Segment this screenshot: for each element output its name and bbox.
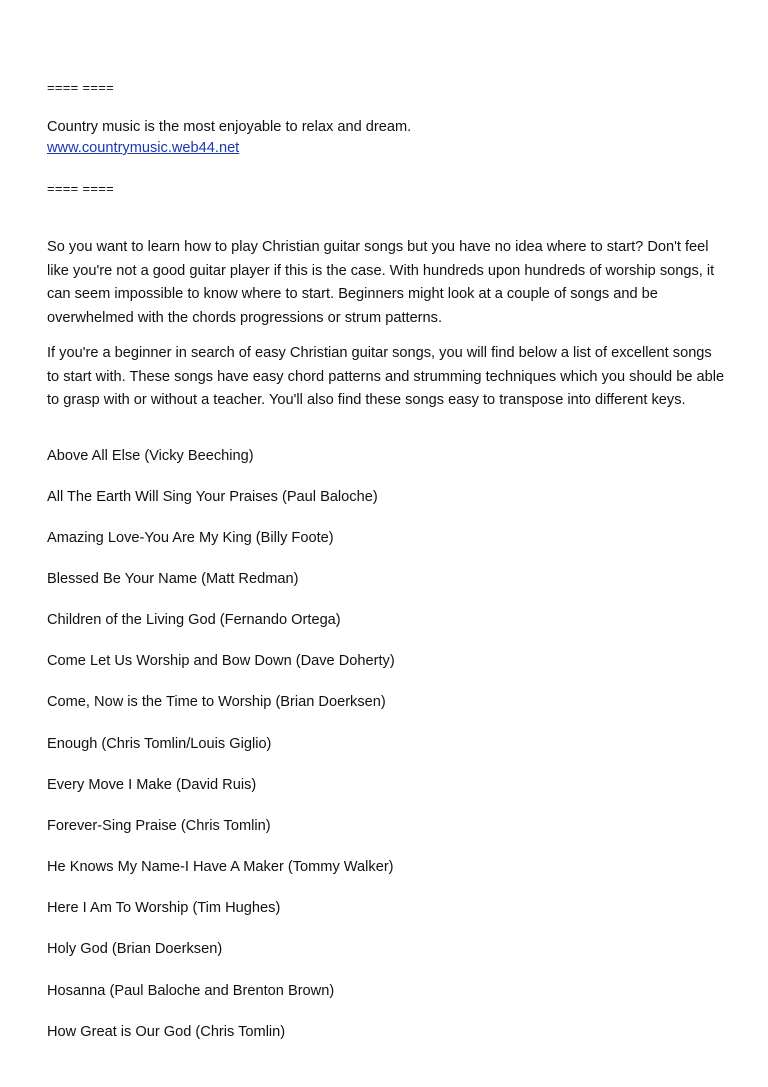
- intro-paragraph: So you want to learn how to play Christian guitar songs but you have no idea where to start? Don't feel like you're not a good guitar player if this is the case. With hundreds upon hundreds of worship songs, it can seem impossible to know where to start. Beginners might look at a couple of songs and be overwhelmed with the chords progressions or strum patterns.: [47, 239, 715, 326]
- song-item: Come Let Us Worship and Bow Down (Dave Doherty): [47, 653, 395, 669]
- website-link[interactable]: www.countrymusic.web44.net: [47, 140, 240, 156]
- song-item: Holy God (Brian Doerksen): [47, 941, 223, 957]
- song-item: Come, Now is the Time to Worship (Brian Doerksen): [47, 694, 386, 710]
- song-item: All The Earth Will Sing Your Praises (Paul Baloche): [47, 489, 378, 505]
- song-item: Amazing Love-You Are My King (Billy Foote): [47, 530, 334, 546]
- song-item: Hosanna (Paul Baloche and Brenton Brown): [47, 983, 335, 999]
- song-item: He Knows My Name-I Have A Maker (Tommy Walker): [47, 859, 394, 875]
- beginner-paragraph: If you're a beginner in search of easy Christian guitar songs, you will find below a list of excellent songs to start with. These songs have easy chord patterns and strumming techniques which you should be able to grasp with or without a teacher. You'll also find these songs easy to transpose into different keys.: [47, 345, 725, 409]
- song-item: Forever-Sing Praise (Chris Tomlin): [47, 818, 271, 834]
- song-item: Blessed Be Your Name (Matt Redman): [47, 571, 299, 587]
- song-item: Every Move I Make (David Ruis): [47, 777, 257, 793]
- song-item: Above All Else (Vicky Beeching): [47, 448, 254, 464]
- song-item: How Great is Our God (Chris Tomlin): [47, 1024, 286, 1040]
- song-item: Children of the Living God (Fernando Ortega): [47, 612, 341, 628]
- tagline: Country music is the most enjoyable to relax and dream.: [47, 119, 412, 135]
- separator-top: ==== ====: [47, 80, 115, 95]
- song-item: Here I Am To Worship (Tim Hughes): [47, 900, 281, 916]
- separator-bottom: ==== ====: [47, 181, 115, 196]
- song-item: Enough (Chris Tomlin/Louis Giglio): [47, 736, 272, 752]
